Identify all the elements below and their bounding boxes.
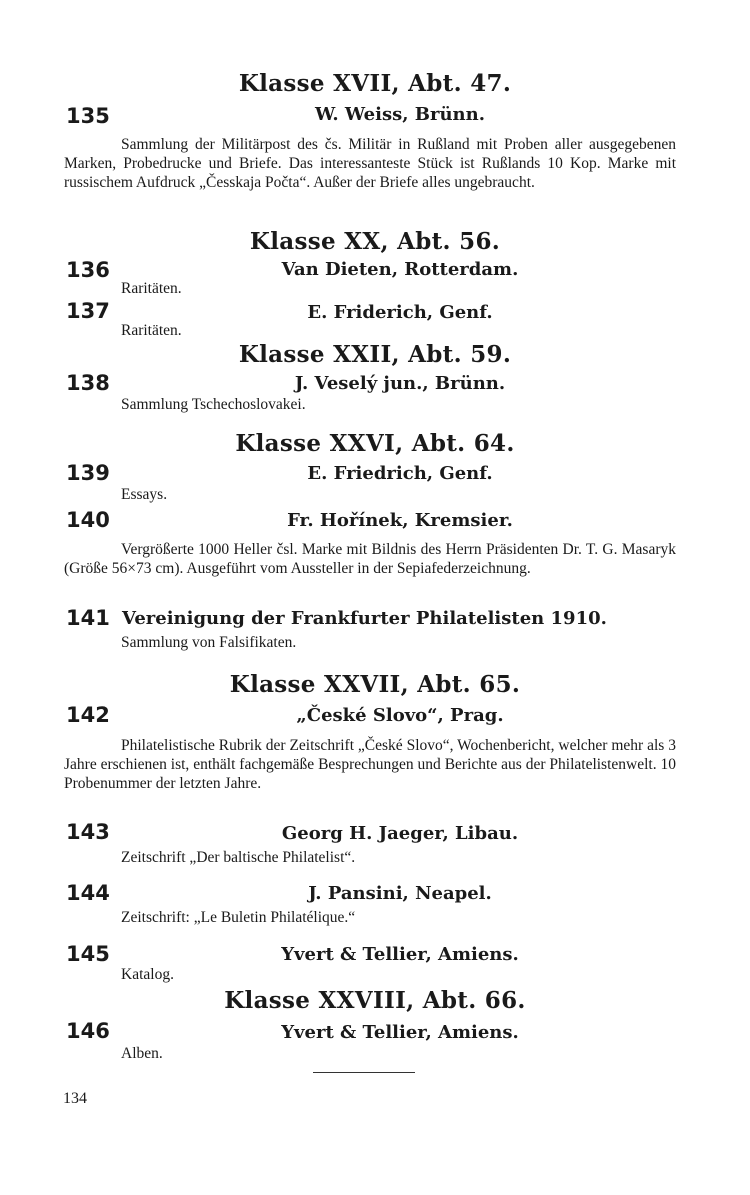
exhibitor-name: E. Friedrich, Genf. xyxy=(307,463,493,484)
entry-number: 145 xyxy=(66,942,110,966)
entry-description: Zeitschrift: „Le Buletin Philatélique.“ xyxy=(121,909,356,926)
entry-description: Essays. xyxy=(121,486,168,503)
entry-description: Sammlung der Militärpost des čs. Militär in Rußland mit Proben aller ausgegebenen Marken, Probedrucke und Briefe. Das interessanteste Stück ist Rußlands 10 Kop. Marke mit russischem Aufdruck „Česskaja Počta“. Außer der Briefe alles ungebraucht. xyxy=(64,136,676,191)
entry-number: 137 xyxy=(66,299,110,323)
entry-number: 143 xyxy=(66,820,110,844)
entry-number: 141 xyxy=(66,606,110,630)
section-heading-klasse-xvii: Klasse XVII, Abt. 47. xyxy=(238,70,512,97)
exhibitor-name: Yvert & Tellier, Amiens. xyxy=(281,944,519,965)
exhibitor-name: Fr. Hořínek, Kremsier. xyxy=(287,510,513,531)
entry-description: Raritäten. xyxy=(121,280,182,297)
entry-description: Katalog. xyxy=(121,966,174,983)
entry-description: Vergrößerte 1000 Heller čsl. Marke mit Bildnis des Herrn Präsidenten Dr. T. G. Masaryk (Größe 56×73 cm). Ausgeführt vom Aussteller in der Sepiafederzeichnung. xyxy=(64,541,676,577)
section-heading-klasse-xxii: Klasse XXII, Abt. 59. xyxy=(238,341,512,368)
entry-number: 136 xyxy=(66,258,110,282)
entry-description: Sammlung Tschechoslovakei. xyxy=(121,396,306,413)
entry-number: 142 xyxy=(66,703,110,727)
section-heading-klasse-xxvii: Klasse XXVII, Abt. 65. xyxy=(229,671,521,698)
exhibitor-name: Vereinigung der Frankfurter Philatelisten 1910. xyxy=(122,608,607,629)
entry-number: 138 xyxy=(66,371,110,395)
exhibitor-name: J. Pansini, Neapel. xyxy=(308,883,492,904)
exhibitor-name: E. Friderich, Genf. xyxy=(307,302,493,323)
entry-description: Zeitschrift „Der baltische Philatelist“. xyxy=(121,849,356,866)
entry-description: Sammlung von Falsifikaten. xyxy=(121,634,297,651)
section-heading-klasse-xxvi: Klasse XXVI, Abt. 64. xyxy=(235,430,515,457)
entry-number: 146 xyxy=(66,1019,110,1043)
entry-description: Philatelistische Rubrik der Zeitschrift „České Slovo“, Wochenbericht, welcher mehr als 3 Jahre erschienen ist, enthält fachgemäße Besprechungen und Berichte aus der Philatelistenwelt. 10 Probenummer der letzten Jahre. xyxy=(64,737,676,792)
entry-number: 135 xyxy=(66,104,110,128)
section-heading-klasse-xx: Klasse XX, Abt. 56. xyxy=(249,228,501,255)
page-number: 134 xyxy=(63,1090,87,1107)
entry-number: 139 xyxy=(66,461,110,485)
entry-number: 140 xyxy=(66,508,110,532)
exhibitor-name: W. Weiss, Brünn. xyxy=(314,104,485,125)
section-heading-klasse-xxviii: Klasse XXVIII, Abt. 66. xyxy=(224,987,526,1014)
entry-number: 144 xyxy=(66,881,110,905)
exhibitor-name: Van Dieten, Rotterdam. xyxy=(281,259,519,280)
exhibitor-name: Yvert & Tellier, Amiens. xyxy=(281,1022,519,1043)
footer-divider xyxy=(313,1072,415,1073)
exhibitor-name: „České Slovo“, Prag. xyxy=(296,705,504,726)
entry-description: Alben. xyxy=(121,1045,163,1062)
exhibitor-name: J. Veselý jun., Brünn. xyxy=(294,373,506,394)
exhibitor-name: Georg H. Jaeger, Libau. xyxy=(281,823,519,844)
entry-description: Raritäten. xyxy=(121,322,182,339)
